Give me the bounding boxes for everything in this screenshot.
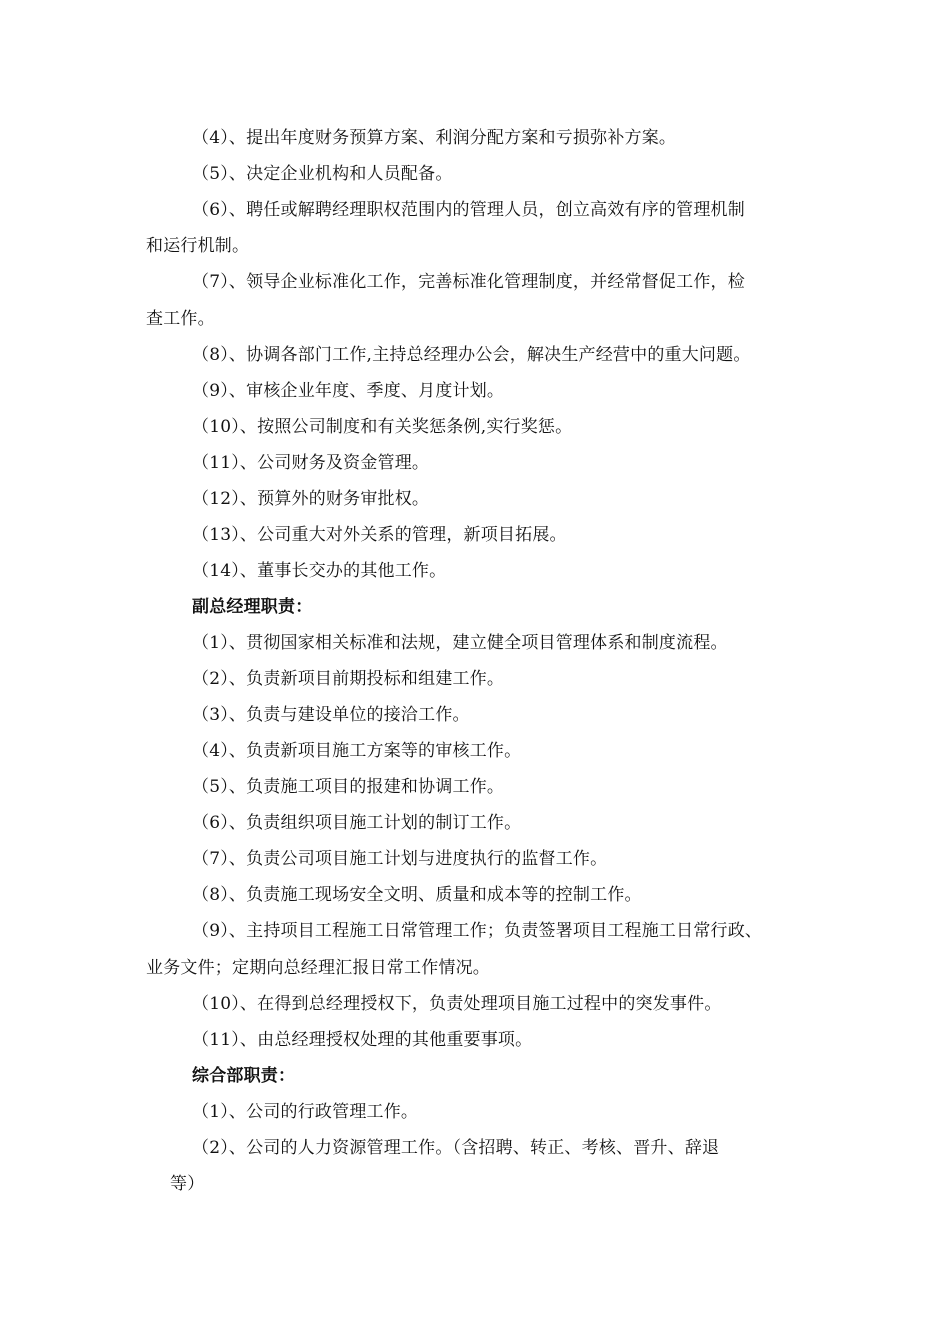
gm-item-9: （9）、审核企业年度、季度、月度计划。	[192, 381, 505, 401]
admin-item-2-cont: 等）	[170, 1174, 205, 1194]
vgm-item-3: （3）、负责与建设单位的接洽工作。	[192, 705, 470, 725]
gm-item-12: （12）、预算外的财务审批权。	[192, 489, 430, 509]
gm-item-13: （13）、公司重大对外关系的管理，新项目拓展。	[192, 525, 567, 545]
vgm-item-9: （9）、主持项目工程施工日常管理工作；负责签署项目工程施工日常行政、	[192, 921, 763, 941]
vgm-item-11: （11）、由总经理授权处理的其他重要事项。	[192, 1030, 533, 1050]
gm-item-8: （8）、协调各部门工作,主持总经理办公会，解决生产经营中的重大问题。	[192, 345, 751, 365]
gm-item-14: （14）、董事长交办的其他工作。	[192, 561, 447, 581]
admin-item-2: （2）、公司的人力资源管理工作。（含招聘、转正、考核、晋升、辞退	[192, 1138, 720, 1158]
vgm-heading: 副总经理职责：	[192, 597, 313, 617]
vgm-item-8: （8）、负责施工现场安全文明、质量和成本等的控制工作。	[192, 885, 642, 905]
gm-item-6: （6）、聘任或解聘经理职权范围内的管理人员，创立高效有序的管理机制	[192, 200, 745, 220]
vgm-item-10: （10）、在得到总经理授权下，负责处理项目施工过程中的突发事件。	[192, 994, 722, 1014]
gm-item-4: （4）、提出年度财务预算方案、利润分配方案和亏损弥补方案。	[192, 128, 677, 148]
gm-item-5: （5）、决定企业机构和人员配备。	[192, 164, 453, 184]
gm-item-7-cont: 查工作。	[146, 309, 215, 329]
vgm-item-7: （7）、负责公司项目施工计划与进度执行的监督工作。	[192, 849, 608, 869]
gm-item-7: （7）、领导企业标准化工作，完善标准化管理制度，并经常督促工作，检	[192, 272, 745, 292]
vgm-item-9-cont: 业务文件；定期向总经理汇报日常工作情况。	[146, 958, 490, 978]
gm-item-11: （11）、公司财务及资金管理。	[192, 453, 430, 473]
vgm-item-6: （6）、负责组织项目施工计划的制订工作。	[192, 813, 522, 833]
vgm-item-4: （4）、负责新项目施工方案等的审核工作。	[192, 741, 522, 761]
vgm-item-1: （1）、贯彻国家相关标准和法规，建立健全项目管理体系和制度流程。	[192, 633, 728, 653]
admin-item-1: （1）、公司的行政管理工作。	[192, 1102, 419, 1122]
gm-item-10: （10）、按照公司制度和有关奖惩条例,实行奖惩。	[192, 417, 573, 437]
gm-item-6-cont: 和运行机制。	[146, 236, 250, 256]
admin-heading: 综合部职责：	[192, 1066, 296, 1086]
vgm-item-5: （5）、负责施工项目的报建和协调工作。	[192, 777, 505, 797]
vgm-item-2: （2）、负责新项目前期投标和组建工作。	[192, 669, 505, 689]
